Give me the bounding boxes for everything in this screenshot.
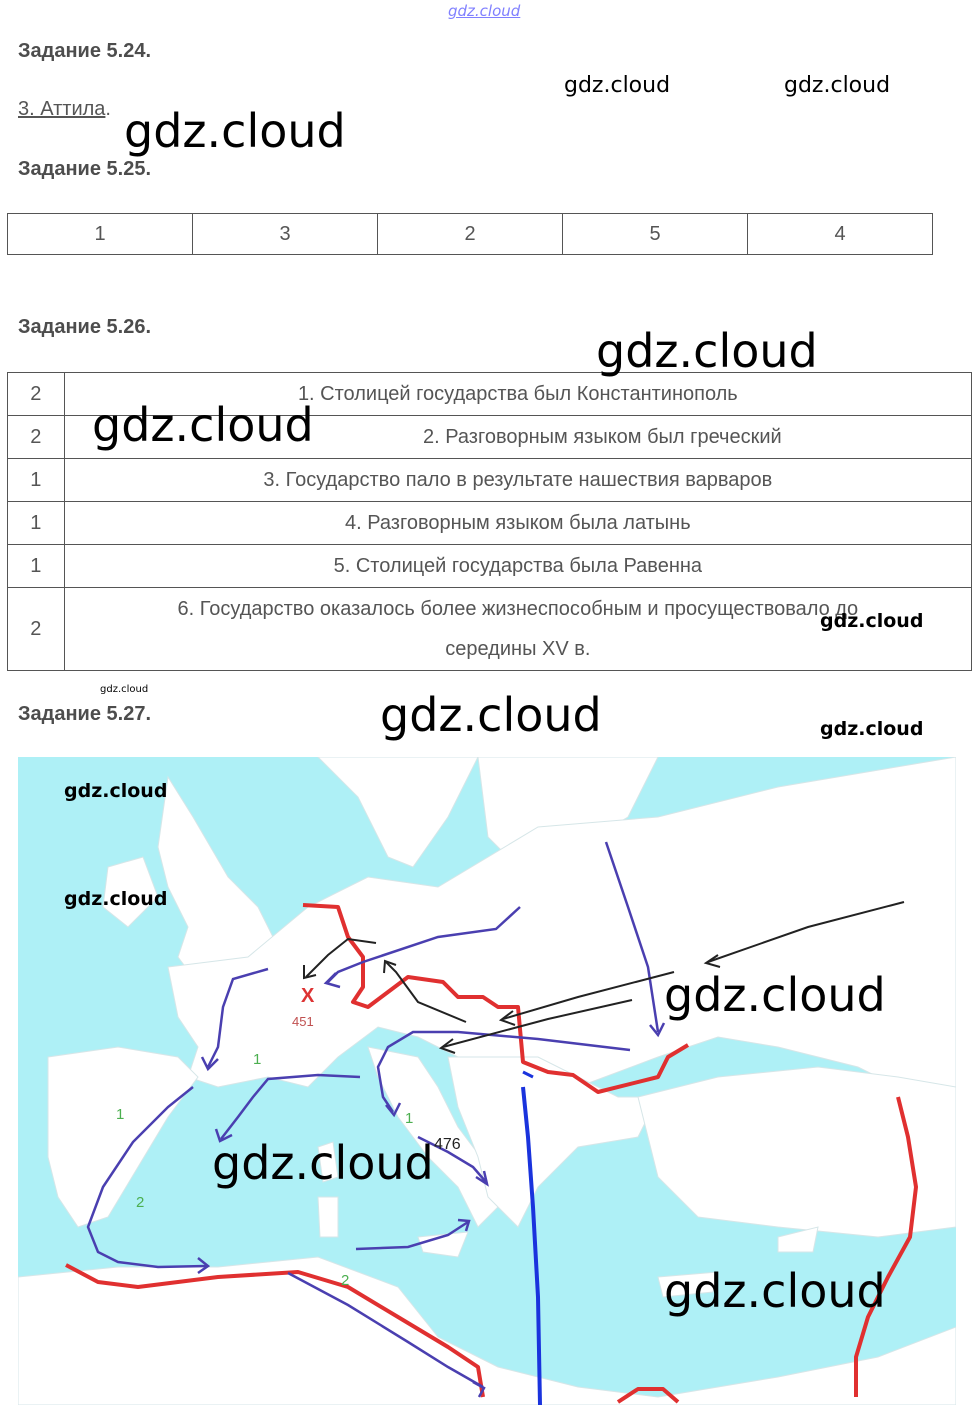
table-cell: 1 — [8, 214, 193, 255]
watermark: gdz.cloud — [664, 1264, 886, 1318]
task-5-25-heading: Задание 5.25. — [18, 158, 152, 180]
year-label-476: 476 — [434, 1136, 461, 1153]
region-label: 1 — [405, 1110, 414, 1127]
watermark: gdz.cloud — [820, 610, 924, 632]
task-5-26-heading: Задание 5.26. — [18, 316, 152, 338]
battle-marker: X — [301, 985, 315, 1007]
row-statement-line: 6. Государство оказалось более жизнеспособным и просуществовало до — [177, 598, 859, 620]
row-number: 1 — [8, 459, 65, 502]
task-5-27-heading: Задание 5.27. — [18, 703, 152, 725]
watermark: gdz.cloud — [64, 888, 168, 910]
watermark: gdz.cloud — [380, 688, 602, 742]
land-sardinia — [318, 1197, 338, 1237]
row-number: 2 — [8, 588, 65, 671]
row-statement: 4. Разговорным языком была латынь — [64, 502, 971, 545]
task-5-24-answer-line — [18, 98, 111, 121]
watermark: gdz.cloud — [596, 324, 818, 378]
row-number: 2 — [8, 416, 65, 459]
year-label-451: 451 — [292, 1014, 314, 1029]
watermark: gdz.cloud — [124, 104, 346, 158]
table-cell: 3 — [193, 214, 378, 255]
watermark: gdz.cloud — [100, 684, 149, 695]
watermark: gdz.cloud — [820, 718, 924, 740]
watermark: gdz.cloud — [64, 780, 168, 802]
watermark: gdz.cloud — [784, 73, 891, 98]
row-number: 2 — [8, 373, 65, 416]
watermark: gdz.cloud — [564, 73, 671, 98]
watermark: gdz.cloud — [92, 398, 314, 452]
table-row — [8, 545, 972, 588]
answer-period: . — [105, 98, 111, 120]
task-5-24-answer: 3. Аттила — [18, 98, 106, 120]
table-row — [8, 502, 972, 545]
table-row — [8, 459, 972, 502]
row-number: 1 — [8, 545, 65, 588]
row-statement: 5. Столицей государства была Равенна — [64, 545, 971, 588]
watermark: gdz.cloud — [212, 1136, 434, 1190]
table-cell: 5 — [563, 214, 748, 255]
task-5-24-heading: Задание 5.24. — [18, 40, 152, 62]
row-number: 1 — [8, 502, 65, 545]
watermark: gdz.cloud — [664, 968, 886, 1022]
region-label: 2 — [341, 1272, 350, 1289]
row-statement-line: середины XV в. — [445, 638, 591, 660]
row-statement: 1. Столицей государства был Константинополь — [64, 373, 971, 416]
task-5-25-table — [7, 213, 933, 255]
row-statement: 2. Разговорным языком был греческий — [64, 416, 971, 459]
table-cell: 4 — [748, 214, 933, 255]
watermark-top: gdz.cloud — [448, 2, 521, 20]
region-label: 1 — [116, 1106, 125, 1123]
table-cell: 2 — [378, 214, 563, 255]
region-label: 2 — [136, 1194, 145, 1211]
region-label: 1 — [253, 1051, 262, 1068]
row-statement: 3. Государство пало в результате нашествия варваров — [64, 459, 971, 502]
